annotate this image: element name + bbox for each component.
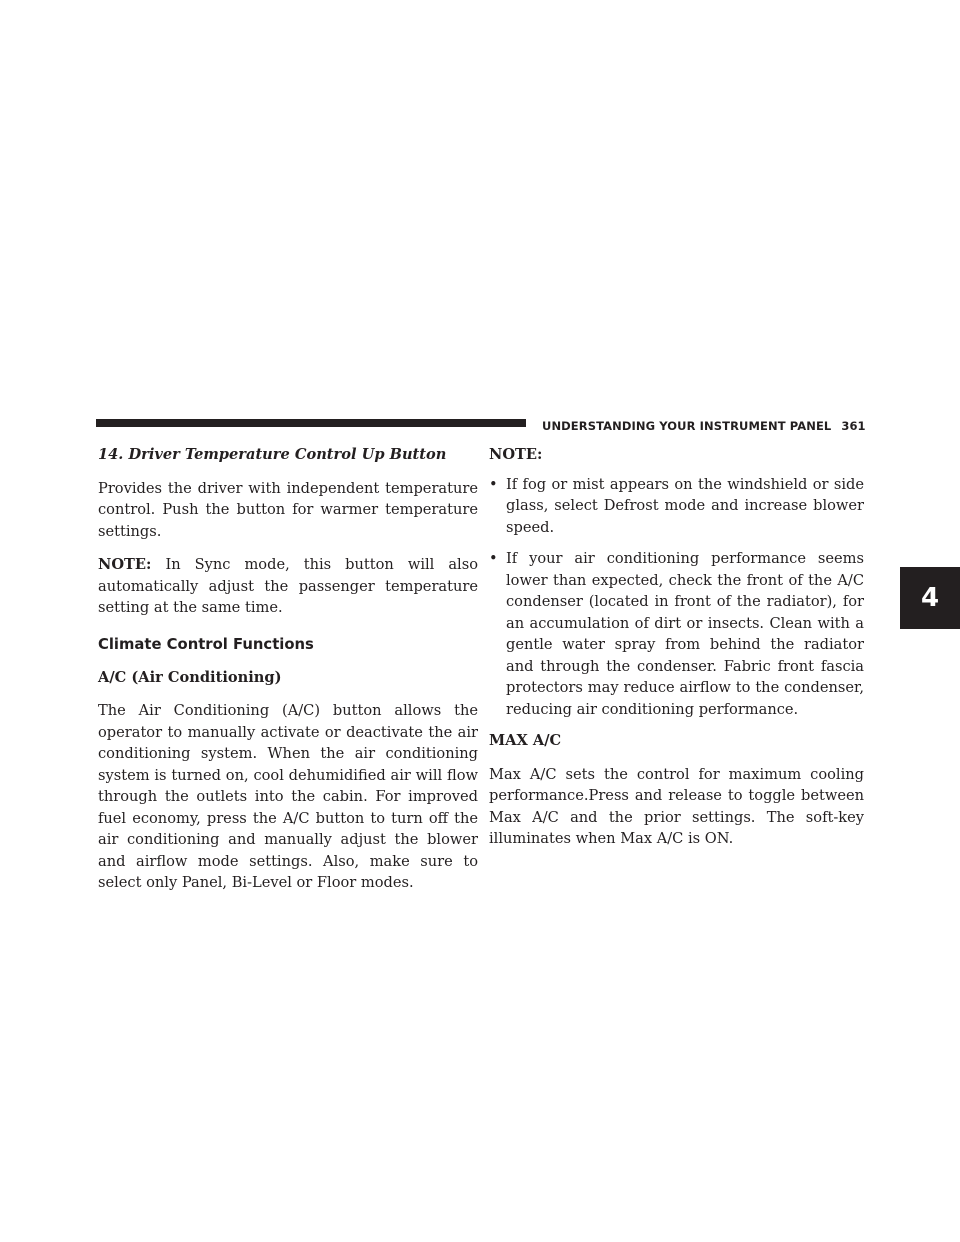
header-rule	[96, 419, 526, 427]
note-text: In Sync mode, this button will also automatically adjust the passenger temperature setting at the same time.	[98, 556, 478, 616]
bullet-text: If your air conditioning performance seems lower than expected, check the front of the A/C condenser (located in front of the radiator), for an accumulation of dirt or insects. Clean with a gentle water spray from behind the radiator and through the condenser. Fabric front fascia protectors may reduce airflow to the condenser, reducing air conditioning performance.	[506, 550, 864, 718]
section-heading: Climate Control Functions	[98, 635, 314, 653]
section-title: UNDERSTANDING YOUR INSTRUMENT PANEL	[542, 419, 832, 433]
item-title: 14. Driver Temperature Control Up Button	[98, 446, 447, 463]
paragraph-driver-temp: Provides the driver with independent temperature control. Push the button for warmer temperature settings.	[98, 479, 478, 540]
bullet-text: If fog or mist appears on the windshield or side glass, select Defrost mode and increase blower speed.	[506, 475, 864, 536]
note-paragraph	[98, 554, 478, 619]
right-column	[489, 444, 864, 850]
page-number: 361	[841, 419, 866, 433]
paragraph-ac: The Air Conditioning (A/C) button allows the operator to manually activate or deactivate the air conditioning system. When the air conditioning system is turned on, cool dehumidified air will flow through the outlets into the cabin. For improved fuel economy, press the A/C button to turn off the air conditioning and manually adjust the blower and airflow mode settings. Also, make sure to select only Panel, Bi-Level or Floor modes.	[98, 702, 478, 891]
note-label: NOTE:	[98, 556, 152, 573]
list-item	[489, 474, 864, 539]
subheading-ac: A/C (Air Conditioning)	[98, 668, 282, 686]
left-column	[98, 444, 478, 894]
note-bullet-list	[489, 474, 864, 721]
chapter-tab: 4	[900, 567, 960, 629]
subheading-max-ac: MAX A/C	[489, 732, 562, 749]
running-header	[542, 419, 864, 433]
paragraph-max-ac: Max A/C sets the control for maximum cooling performance.Press and release to toggle between Max A/C and the prior settings. The soft-key illuminates when Max A/C is ON.	[489, 765, 864, 847]
bullet-icon: •	[489, 475, 498, 493]
note-heading: NOTE:	[489, 446, 543, 463]
bullet-icon: •	[489, 550, 498, 567]
list-item	[489, 548, 864, 720]
